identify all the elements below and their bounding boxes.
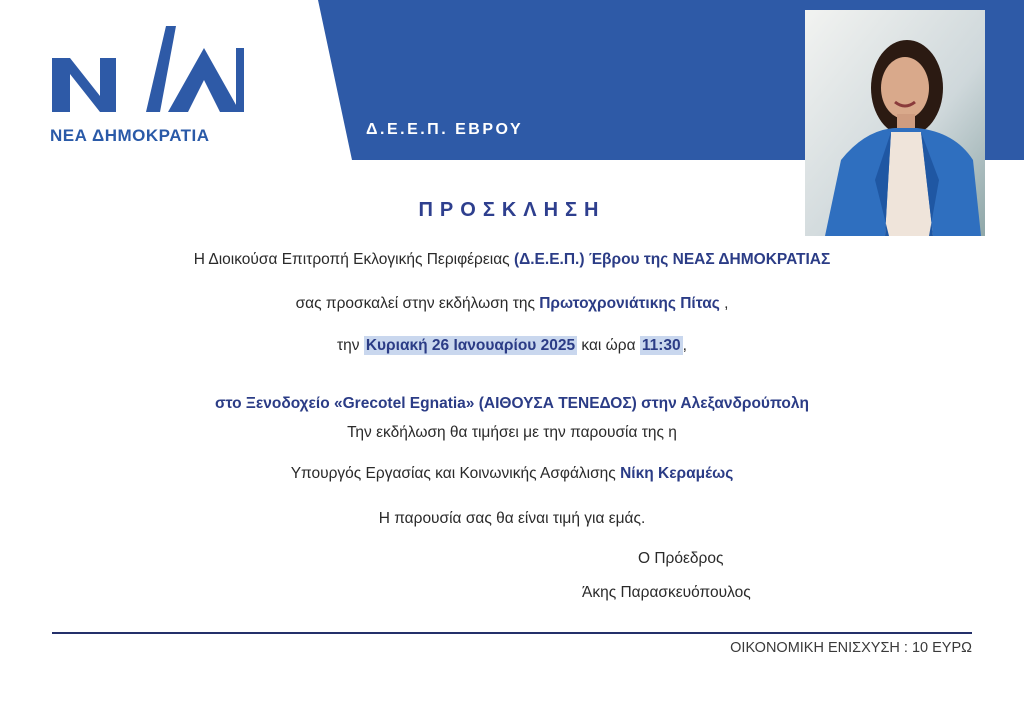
invitation-line-3: την Κυριακή 26 Ιανουαρίου 2025 και ώρα 11:30 , xyxy=(337,337,687,354)
logo-text: ΝΕΑ ΔΗΜΟΚΡΑΤΙΑ xyxy=(50,126,210,145)
invitation-line-7: Η παρουσία σας θα είναι τιμή για εμάς. xyxy=(378,510,646,527)
invitation-title: ΠΡΟΣΚΛΗΣΗ xyxy=(418,199,606,221)
org-label: Δ.Ε.Ε.Π. ΕΒΡΟΥ xyxy=(366,121,524,138)
invitation-line-2: σας προσκαλεί στην εκδήλωση της Πρωτοχρονιάτικης Πίτας , xyxy=(295,295,729,312)
venue-line: στο Ξενοδοχείο «Grecotel Egnatia» (ΑΙΘΟΥΣΑ ΤΕΝΕΔΟΣ) στην Αλεξανδρούπολη xyxy=(215,395,809,412)
event-time: 11:30 xyxy=(641,337,681,354)
invitation-line-1: Η Διοικούσα Επιτροπή Εκλογικής Περιφέρειας (Δ.Ε.Ε.Π.) Έβρου της ΝΕΑΣ ΔΗΜΟΚΡΑΤΙΑΣ xyxy=(193,251,831,268)
signature-name: Άκης Παρασκευόπουλος xyxy=(582,584,751,601)
invitation-line-5: Την εκδήλωση θα τιμήσει με την παρουσία της η xyxy=(347,424,677,441)
event-date: Κυριακή 26 Ιανουαρίου 2025 xyxy=(365,337,576,354)
signature-role: Ο Πρόεδρος xyxy=(638,550,724,567)
contribution-text: ΟΙΚΟΝΟΜΙΚΗ ΕΝΙΣΧΥΣΗ : 10 ΕΥΡΩ xyxy=(730,640,972,656)
invitation-line-6: Υπουργός Εργασίας και Κοινωνικής Ασφάλισης Νίκη Κεραμέως xyxy=(290,465,734,482)
guest-name: Νίκη Κεραμέως xyxy=(620,465,734,482)
footer-divider xyxy=(52,632,972,634)
